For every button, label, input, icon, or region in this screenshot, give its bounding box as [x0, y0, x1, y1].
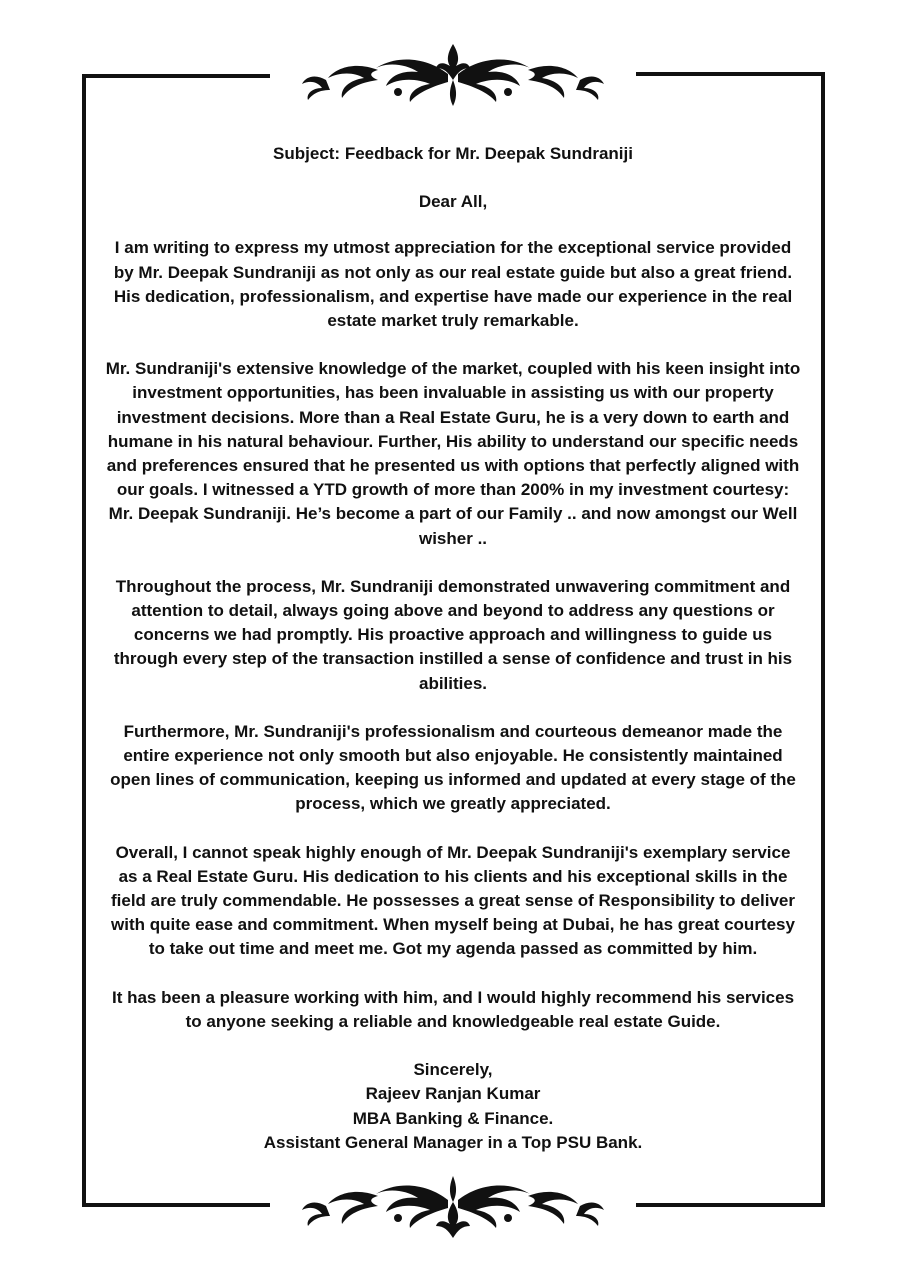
frame-border-top-left	[82, 74, 270, 78]
frame-border-right	[821, 72, 825, 1207]
signer-qualification: MBA Banking & Finance.	[352, 1108, 554, 1128]
frame-border-bottom-left	[82, 1203, 270, 1207]
frame-border-top-right	[636, 72, 825, 76]
signer-title: Assistant General Manager in a Top PSU Bank.	[263, 1132, 643, 1152]
letter-paragraph: Mr. Sundraniji's extensive knowledge of the market, coupled with his keen insight into investment opportunities, has been invaluable in assisting us with our property investment decisions. More than a Real Estate Guru, he is a very down to earth and humane in his natural behaviour. Further, His ability to understand our specific needs and preferences ensured that he presented us with options that perfectly aligned with our goals. I witnessed a YTD growth of more than 200% in my investment courtesy: Mr. Deepak Sundraniji. He’s become a part of our Family .. and now amongst our Well wisher ..	[105, 359, 801, 548]
letter-paragraph: Throughout the process, Mr. Sundraniji demonstrated unwavering commitment and attention to detail, always going above and beyond to address any questions or concerns we had promptly. His proactive approach and willingness to guide us through every step of the transaction instilled a sense of confidence and trust in his abilities.	[113, 576, 793, 693]
letter-paragraph: Furthermore, Mr. Sundraniji's professionalism and courteous demeanor made the entire experience not only smooth but also enjoyable. He consistently maintained open lines of communication, keeping us informed and updated at every stage of the process, which we greatly appreciated.	[110, 721, 796, 814]
letter-body	[104, 142, 802, 1155]
letter-paragraph: It has been a pleasure working with him, and I would highly recommend his services to anyone seeking a reliable and knowledgeable real estate Guide.	[111, 987, 795, 1031]
frame-border-bottom-right	[636, 1203, 825, 1207]
letter-paragraph: I am writing to express my utmost appreciation for the exceptional service provided by Mr. Deepak Sundraniji as not only as our real estate guide but also a great friend. His dedication, professionalism, and expertise have made our experience in the real estate market truly remarkable.	[113, 238, 793, 331]
letter-signoff	[104, 1058, 802, 1155]
letter-paragraph: Overall, I cannot speak highly enough of Mr. Deepak Sundraniji's exemplary service as a Real Estate Guru. His dedication to his clients and his exceptional skills in the field are truly commendable. He possesses a great sense of Responsibility to deliver with quite ease and commitment. When myself being at Dubai, he has great courtesy to take out time and meet me. Got my agenda passed as committed by him.	[110, 842, 796, 959]
letter-salutation: Dear All,	[418, 192, 488, 212]
frame-border-left	[82, 74, 86, 1207]
letter-subject: Subject: Feedback for Mr. Deepak Sundraniji	[273, 144, 633, 163]
flourish-ornament-icon	[298, 1172, 608, 1242]
flourish-ornament-icon	[298, 40, 608, 110]
letter-closing: Sincerely,	[413, 1060, 493, 1080]
signer-name: Rajeev Ranjan Kumar	[365, 1084, 541, 1104]
